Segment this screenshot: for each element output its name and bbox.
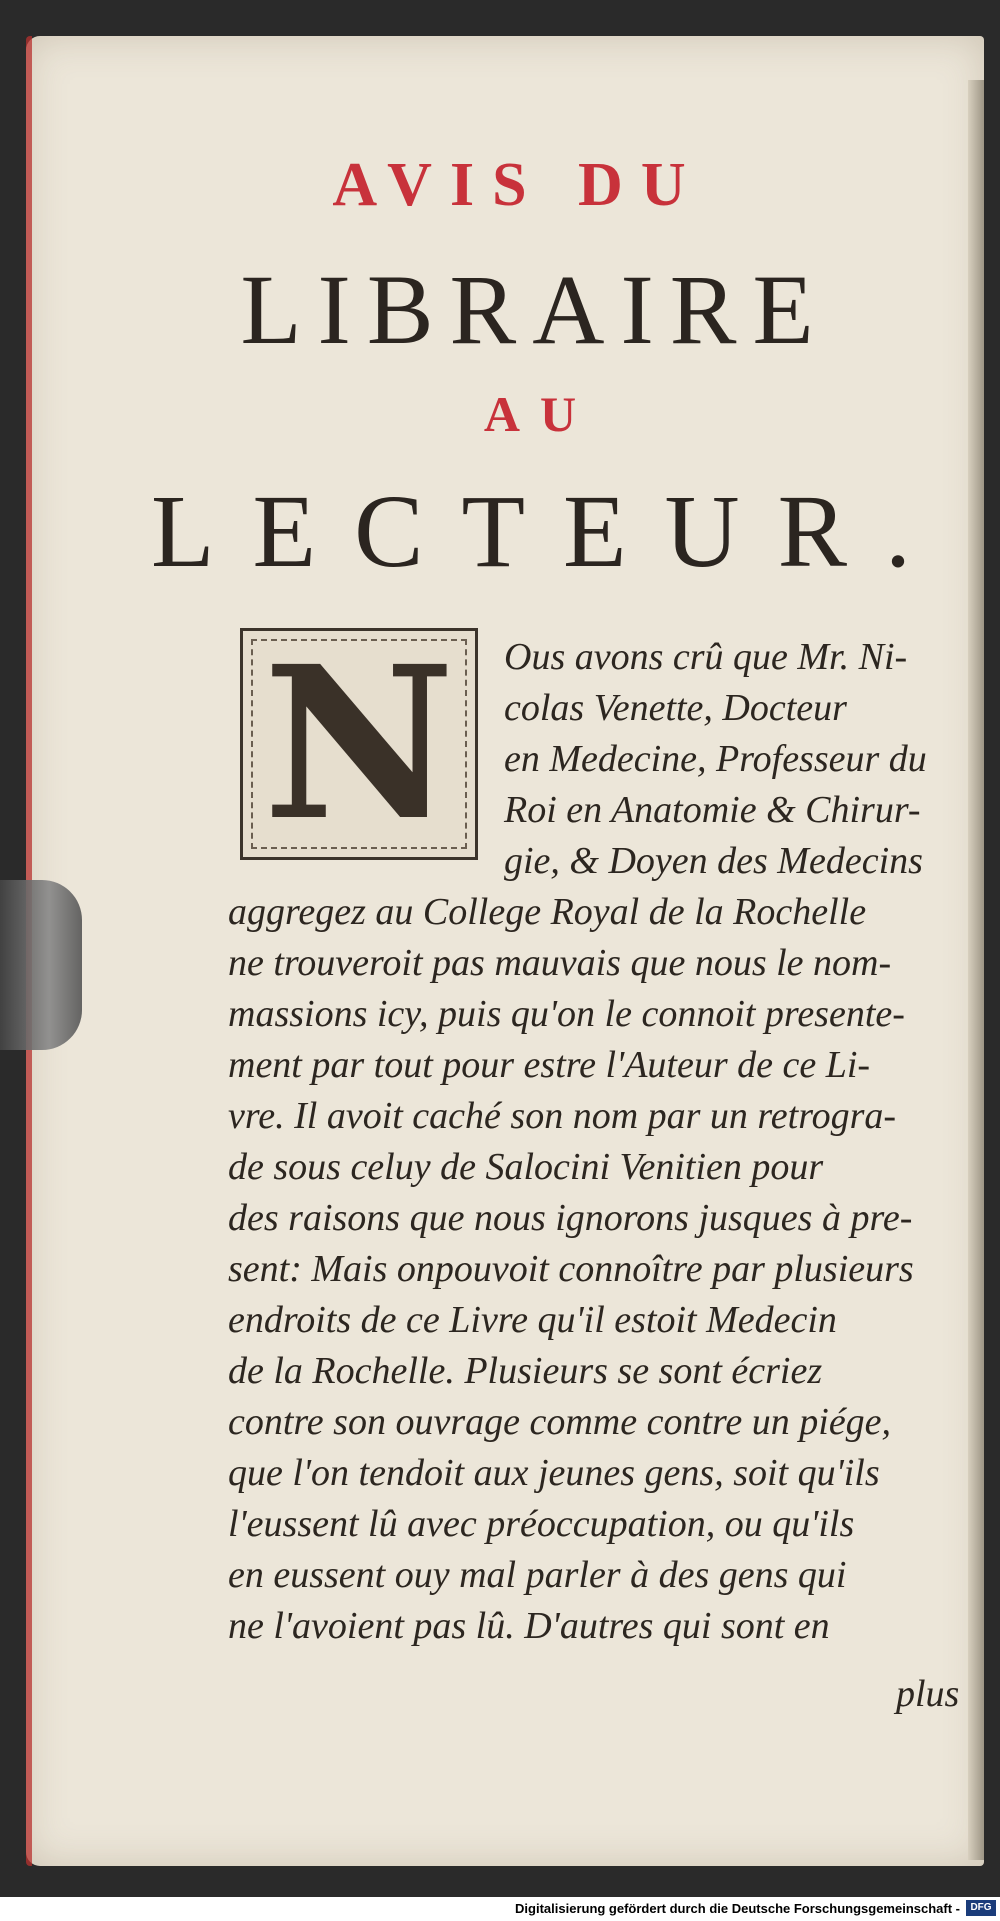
page-clip: [0, 880, 82, 1050]
text-line: ne l'avoient pas lû. D'autres qui sont en: [228, 1605, 830, 1647]
heading-libraire: LIBRAIRE: [240, 254, 830, 365]
text-line: en Medecine, Professeur du: [504, 738, 927, 780]
heading-au: AU: [483, 386, 597, 442]
text-line: ne trouveroit pas mauvais que nous le nom-: [228, 942, 892, 984]
footer-credit: Digitalisierung gefördert durch die Deutsche Forschungsgemeinschaft -: [515, 1901, 960, 1916]
catchword: plus: [896, 1673, 960, 1715]
text-line: de la Rochelle. Plusieurs se sont écriez: [228, 1350, 823, 1392]
text-line: endroits de ce Livre qu'il estoit Medecin: [228, 1299, 837, 1341]
text-line: des raisons que nous ignorons jusques à pre-: [228, 1197, 913, 1239]
heading-avis-du: AVIS DU: [332, 151, 704, 219]
text-line: que l'on tendoit aux jeunes gens, soit qu'ils: [228, 1452, 880, 1494]
text-line: gie, & Doyen des Medecins: [504, 840, 923, 882]
footer-bar: [0, 1897, 1000, 1921]
text-line: Roi en Anatomie & Chirur-: [504, 789, 921, 831]
text-line: Ous avons crû que Mr. Ni-: [504, 636, 908, 678]
text-line: l'eussent lû avec préoccupation, ou qu'ils: [228, 1503, 855, 1545]
text-line: en eussent ouy mal parler à des gens qui: [228, 1554, 847, 1596]
text-line: de sous celuy de Salocini Venitien pour: [228, 1146, 824, 1188]
heading-lecteur: LECTEUR.: [151, 474, 949, 589]
text-line: contre son ouvrage comme contre un piége,: [228, 1401, 892, 1443]
text-line: aggregez au College Royal de la Rochelle: [228, 891, 867, 933]
decorated-initial: [240, 628, 478, 860]
dfg-logo: DFG: [966, 1900, 996, 1916]
text-line: sent: Mais onpouvoit connoître par plusieurs: [228, 1248, 914, 1290]
text-line: ment par tout pour estre l'Auteur de ce Li-: [228, 1044, 871, 1086]
text-line: massions icy, puis qu'on le connoit presente-: [228, 993, 905, 1035]
text-line: colas Venette, Docteur: [504, 687, 847, 729]
text-line: vre. Il avoit caché son nom par un retrogra-: [228, 1095, 897, 1137]
initial-letter: N: [263, 628, 455, 860]
